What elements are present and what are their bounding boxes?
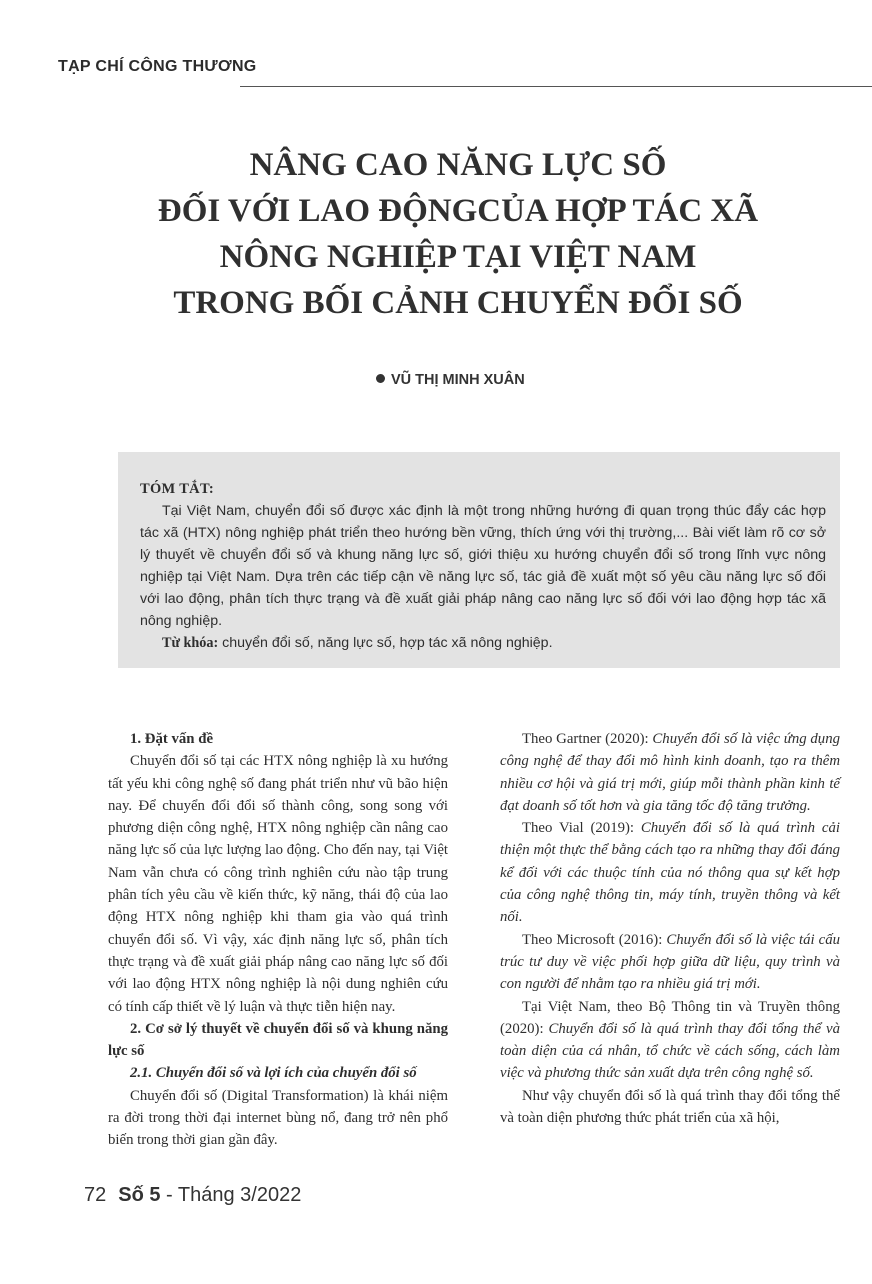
section-2-heading: 2. Cơ sở lý thuyết về chuyển đổi số và khung năng lực số xyxy=(108,1020,448,1060)
ministry-definition xyxy=(500,996,840,1085)
ministry-text: Chuyển đổi số là quá trình thay đổi tổng thể và toàn diện của cá nhân, tổ chức về cách sống, cách làm việc và phương thức sản xuất dựa trên công nghệ số. xyxy=(500,1020,840,1082)
title-line-2: ĐỐI VỚI LAO ĐỘNGCỦA HỢP TÁC XÃ xyxy=(157,193,759,229)
vial-text: Chuyển đổi số là quá trình cải thiện một thực thể bằng cách tạo ra những thay đổi đáng kể đối với các thuộc tính của nó thông qua sự kết hợp của công nghệ thông tin, máy tính, truyền thông và kết nối. xyxy=(500,820,840,926)
keywords-text: chuyển đổi số, năng lực số, hợp tác xã nông nghiệp. xyxy=(218,635,553,651)
title-line-4: TRONG BỐI CẢNH CHUYỂN ĐỔI SỐ xyxy=(173,285,743,321)
vial-lead: Theo Vial (2019): xyxy=(522,820,641,837)
title-line-1: NÂNG CAO NĂNG LỰC SỐ xyxy=(249,147,667,183)
gartner-text: Chuyển đổi số là việc ứng dụng công nghệ để thay đổi mô hình kinh doanh, tạo ra thêm nhiều cơ hội và giá trị mới, giúp mỗi thành phần kinh tế đạt doanh số tốt hơn và gia tăng tốc độ tăng trưởng. xyxy=(500,731,840,814)
microsoft-definition xyxy=(500,929,840,996)
author-line xyxy=(376,372,525,388)
microsoft-lead: Theo Microsoft (2016): xyxy=(522,931,667,948)
bullet-icon xyxy=(376,374,385,383)
article-title xyxy=(120,142,796,326)
left-column xyxy=(108,728,448,1152)
page-footer xyxy=(84,1184,301,1207)
page-number: 72 xyxy=(84,1184,107,1206)
section-2-1-paragraph: Chuyển đổi số (Digital Transformation) là khái niệm ra đời trong thời đại internet bùng nổ, đang trở nên phổ biến trong thời gian gần đây. xyxy=(108,1087,448,1149)
journal-header: TẠP CHÍ CÔNG THƯƠNG xyxy=(58,58,257,75)
section-2-1-heading: 2.1. Chuyển đổi số và lợi ích của chuyển đổi số xyxy=(130,1065,417,1082)
abstract-text: Tại Việt Nam, chuyển đổi số được xác định là một trong những hướng đi quan trọng thúc đẩy các hợp tác xã (HTX) nông nghiệp phát triển theo hướng bền vững, thích ứng với thị trường,... Bài viết làm rõ cơ sở lý thuyết về chuyển đổi số và khung năng lực số, giới thiệu xu hướng chuyển đổi số trong lĩnh vực nông nghiệp tại Việt Nam. Dựa trên các tiếp cận về năng lực số, tác giả đề xuất một số yêu cầu năng lực số đối với lao động, phân tích thực trạng và đề xuất giải pháp nâng cao năng lực số đối với lao động hợp tác xã nông nghiệp. xyxy=(140,503,826,629)
microsoft-text: Chuyển đổi số là việc tái cấu trúc tư duy về việc phối hợp giữa dữ liệu, quy trình và con người để nhằm tạo ra nhiều giá trị mới. xyxy=(500,931,840,993)
right-column xyxy=(500,728,840,1129)
abstract-heading: TÓM TẮT: xyxy=(140,481,214,497)
author-name: VŨ THỊ MINH XUÂN xyxy=(391,372,525,388)
gartner-definition xyxy=(500,728,840,817)
vial-definition xyxy=(500,817,840,928)
issue-number: Số 5 xyxy=(118,1184,161,1206)
section-1-paragraph: Chuyển đổi số tại các HTX nông nghiệp là xu hướng tất yếu khi công nghệ số đang phát triển như vũ bão hiện nay. Để chuyển đổi đổi số thành công, song song với phương diện công nghệ, HTX nông nghiệp cần nâng cao năng lực số của lực lượng lao động. Cho đến nay, tại Việt Nam vẫn chưa có công trình nghiên cứu nào tập trung phân tích yêu cầu về kiến thức, kỹ năng, thái độ của lao động HTX nông nghiệp khi tham gia vào quá trình chuyển đổi số. Vì vậy, xác định năng lực số, phân tích thực trạng và đề xuất giải pháp nâng cao năng lực số đối với lao động HTX nông nghiệp là nội dung nghiên cứu có tính cấp thiết về lý luận và thực tiễn hiện nay. xyxy=(108,753,448,1015)
abstract-box xyxy=(118,452,840,668)
ministry-lead: Tại Việt Nam, theo Bộ Thông tin và Truyền thông (2020): xyxy=(500,998,840,1037)
section-1-heading: 1. Đặt vấn đề xyxy=(130,731,214,747)
gartner-lead: Theo Gartner (2020): xyxy=(522,731,653,747)
conclusion-paragraph: Như vậy chuyển đổi số là quá trình thay đổi tổng thể và toàn diện phương thức phát triển của xã hội, xyxy=(500,1087,840,1127)
keywords-line xyxy=(140,632,826,654)
abstract-content xyxy=(140,478,826,654)
keywords-label: Từ khóa: xyxy=(162,635,219,651)
header-rule xyxy=(240,86,872,87)
title-line-3: NÔNG NGHIỆP TẠI VIỆT NAM xyxy=(219,239,697,275)
issue-date: - Tháng 3/2022 xyxy=(160,1184,302,1206)
